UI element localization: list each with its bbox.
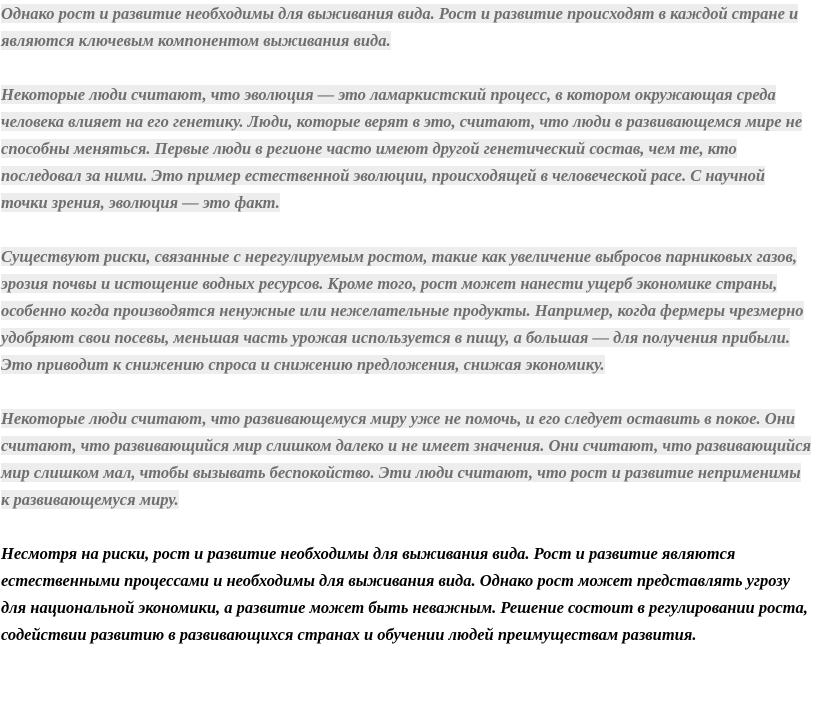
paragraph-3 <box>1 243 812 378</box>
paragraph-1 <box>1 0 812 54</box>
paragraph-1-text: Однако рост и развитие необходимы для выживания вида. Рост и развитие происходят в каждой стране и являются ключевым компонентом выживания вида. <box>1 4 799 50</box>
paragraph-5-text: Несмотря на риски, рост и развитие необходимы для выживания вида. Рост и развитие являются естественными процессами и необходимы для выживания вида. Однако рост может представлять угрозу для национальной экономики, а развитие может быть неважным. Решение состоит в регулировании роста, содействии развитию в развивающихся странах и обучении людей преимуществам развития. <box>1 544 808 644</box>
paragraph-4-text: Некоторые люди считают, что развивающемуся миру уже не помочь, и его следует оставить в покое. Они считают, что развивающийся мир слишком далеко и не имеет значения. Они считают, что развивающийся мир слишком мал, чтобы вызывать беспокойство. Эти люди считают, что рост и развитие неприменимы к развивающемуся миру. <box>1 409 812 509</box>
paragraph-2 <box>1 81 812 216</box>
paragraph-3-text: Существуют риски, связанные с нерегулируемым ростом, такие как увеличение выбросов парниковых газов, эрозия почвы и истощение водных ресурсов. Кроме того, рост может нанести ущерб экономике страны, особенно когда производятся ненужные или нежелательные продукты. Например, когда фермеры чрезмерно удобряют свои посевы, меньшая часть урожая используется в пищу, а большая — для получения прибыли. Это приводит к снижению спроса и снижению предложения, снижая экономику. <box>1 247 804 374</box>
paragraph-4 <box>1 405 812 513</box>
paragraph-2-text: Некоторые люди считают, что эволюция — это ламаркистский процесс, в котором окружающая среда человека влияет на его генетику. Люди, которые верят в это, считают, что люди в развивающемся мире не способны меняться. Первые люди в регионе часто имеют другой генетический состав, чем те, кто последовал за ними. Это пример естественной эволюции, происходящей в человеческой расе. С научной точки зрения, эволюция — это факт. <box>1 85 803 212</box>
paragraph-5 <box>1 540 812 648</box>
